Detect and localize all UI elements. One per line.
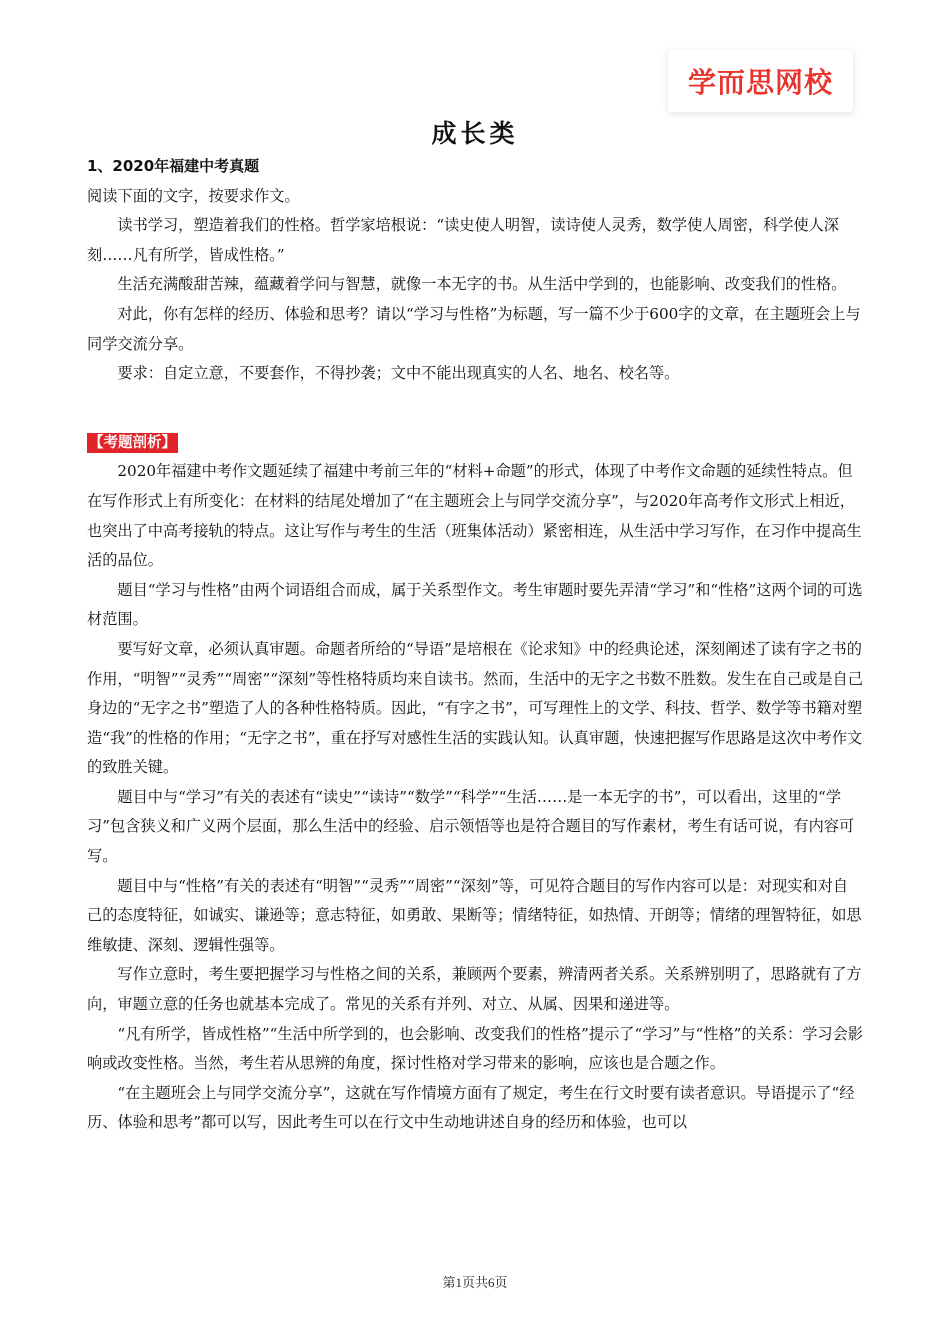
page-footer: 第1页共6页 [442,1275,508,1290]
page-title: 成长类 [431,119,519,148]
analysis-tag: 【考题剖析】 [89,434,176,451]
prompt-paragraph: 生活充满酸甜苦辣，蕴藏着学问与智慧，就像一本无字的书。从生活中学到的，也能影响、改变我们的性格。 [117,275,847,294]
prompt-paragraph: 要求：自定立意，不要套作，不得抄袭；文中不能出现真实的人名、地名、校名等。 [117,364,680,383]
section-heading: 1、2020年福建中考真题 [87,157,260,175]
document-body [87,152,863,1138]
analysis-paragraph: “凡有所学，皆成性格”“生活中所学到的，也会影响、改变我们的性格”提示了“学习”与“性格”的关系：学习会影响或改变性格。当然，考生若从思辨的角度，探讨性格对学习带来的影响，应该也是合题之作。 [87,1024,863,1073]
brand-logo [668,50,853,112]
analysis-paragraph: 要写好文章，必须认真审题。命题者所给的“导语”是培根在《论求知》中的经典论述，深刻阐述了读有字之书的作用，“明智”“灵秀”“周密”“深刻”等性格特质均来自读书。然而，生活中的无字之书数不胜数。发生在自己或是自己身边的“无字之书”塑造了人的各种性格特质。因此，“有字之书”，可写理性上的文学、科技、哲学、数学等书籍对塑造“我”的性格的作用；“无字之书”，重在抒写对感性生活的实践认知。认真审题，快速把握写作思路是这次中考作文的致胜关键。 [87,639,863,777]
intro-text: 阅读下面的文字，按要求作文。 [87,186,300,205]
analysis-paragraph: 题目“学习与性格”由两个词语组合而成，属于关系型作文。考生审题时要先弄清“学习”和“性格”这两个词的可选材范围。 [87,580,863,629]
analysis-paragraph: 写作立意时，考生要把握学习与性格之间的关系，兼顾两个要素，辨清两者关系。关系辨别明了，思路就有了方向，审题立意的任务也就基本完成了。常见的关系有并列、对立、从属、因果和递进等。 [87,965,862,1014]
analysis-paragraph: 题目中与“性格”有关的表述有“明智”“灵秀”“周密”“深刻”等，可见符合题目的写作内容可以是：对现实和对自己的态度特征，如诚实、谦逊等；意志特征，如勇敢、果断等；情绪特征，如热情、开朗等；情绪的理智特征，如思维敏捷、深刻、逻辑性强等。 [87,876,862,954]
spacer [87,389,863,428]
analysis-paragraph: 2020年福建中考作文题延续了福建中考前三年的“材料+命题”的形式，体现了中考作文命题的延续性特点。但在写作形式上有所变化：在材料的结尾处增加了“在主题班会上与同学交流分享”，与2020年高考作文形式上相近，也突出了中高考接轨的特点。这让写作与考生的生活（班集体活动）紧密相连，从生活中学习写作，在习作中提高生活的品位。 [87,462,862,570]
brand-logo-text: 学而思网校 [687,66,833,99]
prompt-paragraph: 读书学习，塑造着我们的性格。哲学家培根说：“读史使人明智，读诗使人灵秀，数学使人周密，科学使人深刻……凡有所学，皆成性格。” [87,216,839,264]
analysis-paragraph: “在主题班会上与同学交流分享”，这就在写作情境方面有了规定，考生在行文时要有读者意识。导语提示了“经历、体验和思考”都可以写，因此考生可以在行文中生动地讲述自身的经历和体验，也可以 [87,1083,855,1132]
prompt-paragraph: 对此，你有怎样的经历、体验和思考？请以“学习与性格”为标题，写一篇不少于600字的文章，在主题班会上与同学交流分享。 [87,304,861,353]
analysis-paragraph: 题目中与“学习”有关的表述有“读史”“读诗”“数学”“科学”“生活……是一本无字的书”，可以看出，这里的“学习”包含狭义和广义两个层面，那么生活中的经验、启示领悟等也是符合题目的写作素材，考生有话可说，有内容可写。 [87,787,855,866]
